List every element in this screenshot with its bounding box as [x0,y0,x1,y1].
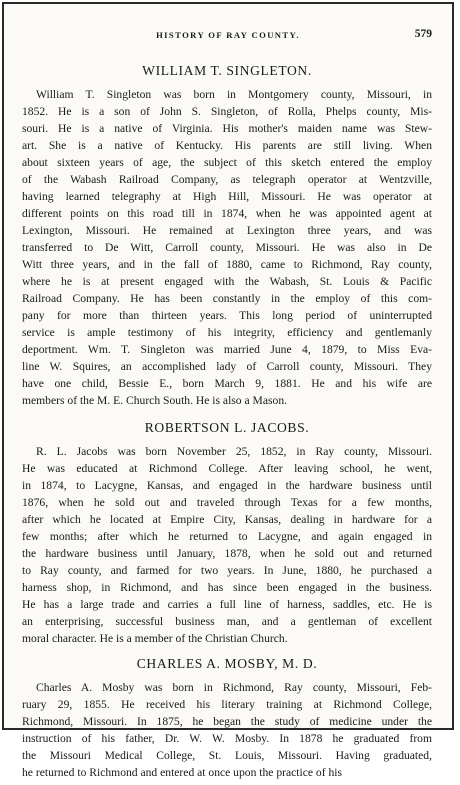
text-line: He was educated at Richmond College. After leaving school, he went, [22,462,432,475]
running-head [4,30,452,44]
section-heading: ROBERTSON L. JACOBS. [144,420,310,435]
paragraph [22,86,432,409]
text-line: few months; after which he returned to Lacygne, and again engaged in [22,530,432,543]
text-line: to Ray county, and farmed for two years. In June, 1880, he purchased a [22,564,432,577]
text-line: 1852. He is a son of John S. Singleton, of Rolla, Phelps county, Mis- [22,105,432,118]
text-line: after which he located at Empire City, Kansas, dealing in hardware for a [22,513,432,526]
text-line: moral character. He is a member of the Christian Church. [22,632,288,645]
text-line: souri. He is a native of Virginia. His mother's maiden name was Stew- [22,122,432,135]
text-line: He has a large trade and carries a full line of harness, saddles, etc. He is [22,598,432,611]
biography-jacobs [22,419,432,647]
text-line: have one child, Bessie E., born March 9, 1881. He and his wife are [22,377,432,390]
text-line: ruary 29, 1855. He received his literary training at Richmond College, [22,698,432,711]
page-number: 579 [414,28,432,40]
text-line: the Missouri Medical College, St. Louis, Missouri. Having graduated, [22,749,432,762]
paragraph [22,679,432,781]
text-line: art. She is a native of Kentucky. His parents are still living. When [22,139,432,152]
text-line: pany for more than thirteen years. This long period of uninterrupted [22,309,432,322]
text-line: R. L. Jacobs was born November 25, 1852, in Ray county, Missouri. [36,445,432,458]
text-line: Witt three years, and in the fall of 1880, came to Richmond, Ray county, [22,258,432,271]
text-line: about sixteen years of age, the subject of this sketch entered the employ [22,156,432,169]
book-page [2,2,454,779]
text-line: service is ample testimony of his integrity, efficiency and gentlemanly [22,326,432,339]
text-line: Richmond, Missouri. In 1875, he began the study of medicine under the [22,715,432,728]
text-line: harness shop, in Richmond, and has since been engaged in the business. [22,581,432,594]
text-line: different points on this road till in 1874, when he was appointed agent at [22,207,432,220]
section-heading: CHARLES A. MOSBY, M. D. [136,656,318,671]
section-heading: WILLIAM T. SINGLETON. [142,63,312,78]
text-line: deportment. Wm. T. Singleton was married June 4, 1879, to Miss Eva- [22,343,432,356]
text-line: members of the M. E. Church South. He is also a Mason. [22,394,288,407]
text-line: transferred to De Witt, Carroll county, Missouri. He was also in De [22,241,432,254]
text-line: Railroad Company. He has been constantly in the employ of this com- [22,292,432,305]
text-line: he returned to Richmond and entered at once upon the practice of his [22,766,342,779]
text-line: an enterprising, successful business man, and a gentleman of excellent [22,615,432,628]
text-line: having learned telegraphy at High Hill, Missouri. He was operator at [22,190,432,203]
text-line: Lexington, Missouri. He remained at Lexington three years, and was [22,224,432,237]
text-line: line W. Squires, an accomplished lady of Carroll county, Missouri. They [22,360,432,373]
text-line: Charles A. Mosby was born in Richmond, Ray county, Missouri, Feb- [36,681,432,694]
text-line: in 1874, to Lacygne, Kansas, and engaged in the hardware business until [22,479,432,492]
text-line: of the Wabash Railroad Company, as telegraph operator at Wentzville, [22,173,432,186]
text-line: instruction of his father, Dr. W. W. Mosby. In 1878 he graduated from [22,732,432,745]
text-line: where he is at present engaged with the Wabash, St. Louis & Pacific [22,275,432,288]
text-line: the hardware business until January, 1878, when he sold out and returned [22,547,432,560]
text-line: William T. Singleton was born in Montgomery county, Missouri, in [36,88,432,101]
text-line: 1876, when he sold out and traveled through Texas for a few months, [22,496,432,509]
biography-singleton [22,62,432,409]
body-text [22,62,432,785]
running-title: HISTORY OF RAY COUNTY. [156,30,300,40]
paragraph [22,443,432,647]
biography-mosby [22,655,432,781]
